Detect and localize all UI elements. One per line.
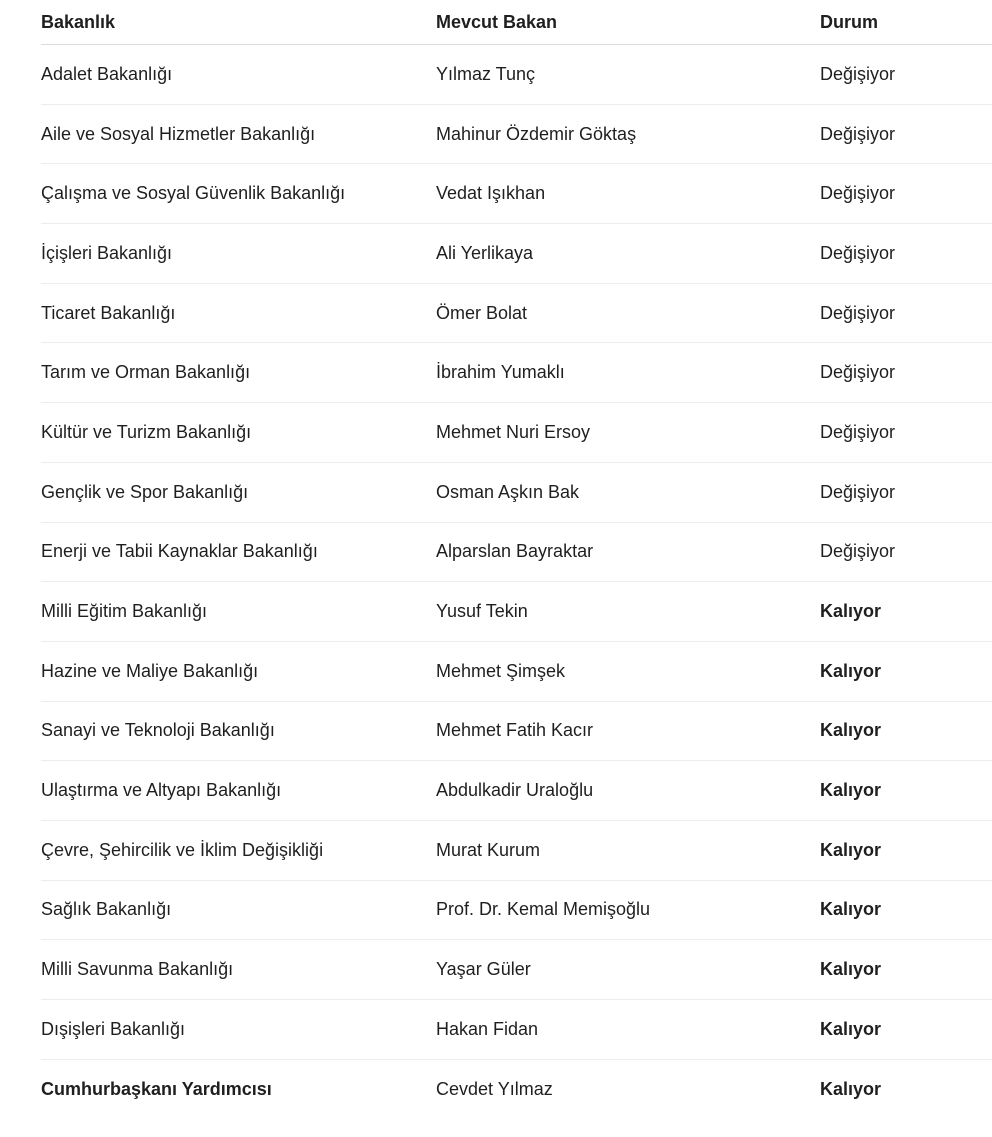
status-cell: Değişiyor	[820, 242, 896, 263]
ministry-cell: İçişleri Bakanlığı	[41, 242, 173, 263]
table-row	[41, 463, 992, 523]
minister-cell: Alparslan Bayraktar	[436, 541, 594, 562]
table-row	[41, 1000, 992, 1060]
minister-cell: Mehmet Şimşek	[436, 660, 566, 681]
table-row	[41, 343, 992, 403]
table-row	[41, 403, 992, 463]
status-cell: Kalıyor	[820, 959, 882, 980]
ministry-cell: Çalışma ve Sosyal Güvenlik Bakanlığı	[41, 183, 346, 204]
header-current-minister: Mevcut Bakan	[436, 11, 558, 32]
ministry-cell: Adalet Bakanlığı	[41, 63, 173, 84]
table-body	[41, 45, 992, 1119]
ministry-cell: Sağlık Bakanlığı	[41, 899, 172, 920]
status-cell: Değişiyor	[820, 302, 896, 323]
ministry-cell: Aile ve Sosyal Hizmetler Bakanlığı	[41, 123, 316, 144]
table-row	[41, 642, 992, 702]
minister-cell: Ömer Bolat	[436, 302, 528, 323]
table-row	[41, 940, 992, 1000]
minister-cell: Yaşar Güler	[436, 959, 531, 980]
ministry-cell: Dışişleri Bakanlığı	[41, 1018, 186, 1039]
status-cell: Kalıyor	[820, 1079, 882, 1100]
ministry-cell: Milli Savunma Bakanlığı	[41, 959, 234, 980]
status-cell: Değişiyor	[820, 123, 896, 144]
status-cell: Kalıyor	[820, 660, 882, 681]
minister-cell: Yılmaz Tunç	[436, 63, 536, 84]
ministers-table	[41, 0, 992, 1119]
table-row	[41, 1060, 992, 1120]
table-row	[41, 164, 992, 224]
minister-cell: Hakan Fidan	[436, 1018, 539, 1039]
ministry-cell: Hazine ve Maliye Bakanlığı	[41, 660, 259, 681]
minister-cell: Mehmet Nuri Ersoy	[436, 421, 591, 442]
table-row	[41, 105, 992, 165]
table-row	[41, 821, 992, 881]
status-cell: Kalıyor	[820, 839, 882, 860]
table-row	[41, 702, 992, 762]
ministry-cell: Enerji ve Tabii Kaynaklar Bakanlığı	[41, 541, 318, 562]
minister-cell: Yusuf Tekin	[436, 601, 528, 622]
minister-cell: Abdulkadir Uraloğlu	[436, 780, 594, 801]
ministry-cell: Cumhurbaşkanı Yardımcısı	[41, 1079, 272, 1100]
ministry-cell: Tarım ve Orman Bakanlığı	[41, 362, 251, 383]
minister-cell: Mahinur Özdemir Göktaş	[436, 123, 637, 144]
table-row	[41, 523, 992, 583]
status-cell: Kalıyor	[820, 720, 882, 741]
status-cell: Değişiyor	[820, 481, 896, 502]
minister-cell: Murat Kurum	[436, 839, 541, 860]
ministry-cell: Ticaret Bakanlığı	[41, 302, 176, 323]
minister-cell: Ali Yerlikaya	[436, 242, 534, 263]
header-status: Durum	[820, 11, 878, 32]
status-cell: Kalıyor	[820, 1018, 882, 1039]
table-row	[41, 284, 992, 344]
minister-cell: Vedat Işıkhan	[436, 183, 546, 204]
table-row	[41, 761, 992, 821]
ministry-cell: Sanayi ve Teknoloji Bakanlığı	[41, 720, 275, 741]
status-cell: Değişiyor	[820, 541, 896, 562]
minister-cell: Mehmet Fatih Kacır	[436, 720, 594, 741]
minister-cell: Cevdet Yılmaz	[436, 1079, 553, 1100]
table-header-row	[41, 0, 992, 45]
table-row	[41, 224, 992, 284]
table-row	[41, 45, 992, 105]
ministry-cell: Milli Eğitim Bakanlığı	[41, 601, 208, 622]
status-cell: Değişiyor	[820, 362, 896, 383]
table-row	[41, 582, 992, 642]
status-cell: Kalıyor	[820, 899, 882, 920]
minister-cell: Prof. Dr. Kemal Memişoğlu	[436, 899, 651, 920]
minister-cell: İbrahim Yumaklı	[436, 362, 565, 383]
table-row	[41, 881, 992, 941]
ministry-cell: Kültür ve Turizm Bakanlığı	[41, 421, 252, 442]
status-cell: Kalıyor	[820, 780, 882, 801]
ministry-cell: Gençlik ve Spor Bakanlığı	[41, 481, 249, 502]
header-ministry: Bakanlık	[41, 11, 116, 32]
status-cell: Değişiyor	[820, 63, 896, 84]
status-cell: Değişiyor	[820, 183, 896, 204]
ministry-cell: Çevre, Şehircilik ve İklim Değişikliği	[41, 839, 324, 860]
status-cell: Değişiyor	[820, 421, 896, 442]
status-cell: Kalıyor	[820, 601, 882, 622]
minister-cell: Osman Aşkın Bak	[436, 481, 580, 502]
ministry-cell: Ulaştırma ve Altyapı Bakanlığı	[41, 780, 282, 801]
